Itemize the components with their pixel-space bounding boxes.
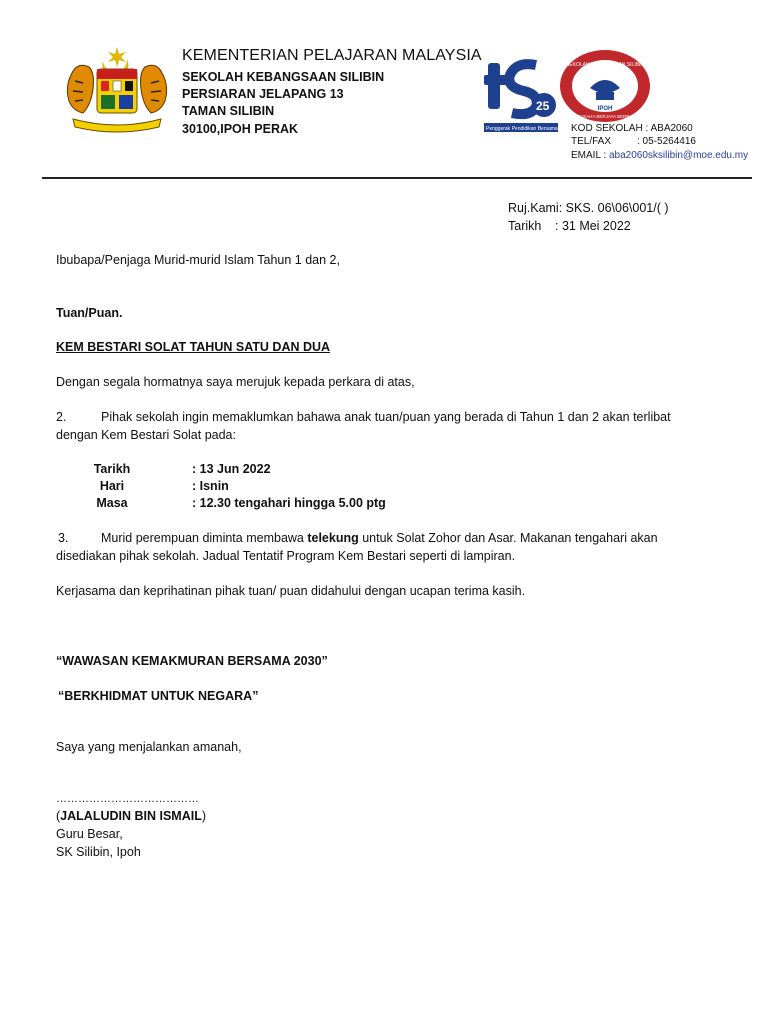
paragraph-3-continued: disediakan pihak sekolah. Jadual Tentatif Program Kem Bestari seperti di lampiran. bbox=[56, 549, 516, 563]
detail-label: Tarikh bbox=[93, 462, 131, 476]
svg-text:25: 25 bbox=[536, 99, 550, 113]
salutation: Tuan/Puan. bbox=[56, 306, 123, 320]
school-code-label: KOD SEKOLAH bbox=[571, 123, 643, 134]
paragraph-3-text-before: Murid perempuan diminta membawa bbox=[101, 531, 308, 545]
email bbox=[571, 150, 748, 161]
date-value: : 31 Mei 2022 bbox=[555, 219, 631, 233]
signer-title: Guru Besar, bbox=[56, 827, 123, 841]
malaysia-coat-of-arms-logo bbox=[63, 45, 171, 133]
seal-text-top: SEKOLAH KEBANGSAAN SILIBIN bbox=[565, 62, 645, 68]
detail-row-time bbox=[68, 496, 386, 510]
email-label: EMAIL : bbox=[571, 150, 607, 161]
detail-label: Hari bbox=[99, 479, 125, 493]
detail-label: Masa bbox=[96, 496, 128, 510]
school-seal-logo bbox=[558, 48, 652, 124]
detail-row-day bbox=[68, 479, 229, 493]
paragraph-2-number: 2. bbox=[56, 410, 67, 424]
detail-row-date bbox=[68, 462, 271, 476]
detail-value: : 12.30 tengahari hingga 5.00 ptg bbox=[192, 496, 386, 510]
address-area: TAMAN SILIBIN bbox=[182, 104, 275, 118]
email-link[interactable]: aba2060sksilibin@moe.edu.my bbox=[608, 150, 749, 161]
address-postcode-city: 30100,IPOH PERAK bbox=[182, 122, 299, 136]
tel-fax-label: TEL/FAX bbox=[571, 136, 612, 147]
signer-name: (JALALUDIN BIN ISMAIL) bbox=[56, 809, 207, 823]
signature-line: ………………………………… bbox=[56, 793, 199, 805]
detail-value: : Isnin bbox=[192, 479, 229, 493]
paragraph-2 bbox=[56, 410, 671, 424]
motto-berkhidmat: “BERKHIDMAT UNTUK NEGARA” bbox=[58, 689, 259, 703]
tel-fax bbox=[571, 136, 696, 147]
address-street: PERSIARAN JELAPANG 13 bbox=[182, 87, 344, 101]
school-code-value: : ABA2060 bbox=[645, 123, 693, 134]
recipient: Ibubapa/Penjaga Murid-murid Islam Tahun 1 dan 2, bbox=[56, 253, 340, 267]
sign-off: Saya yang menjalankan amanah, bbox=[56, 740, 242, 754]
paragraph-3-emphasis: telekung bbox=[307, 531, 359, 545]
letter-date bbox=[508, 219, 631, 233]
motto-wawasan: “WAWASAN KEMAKMURAN BERSAMA 2030” bbox=[56, 654, 328, 668]
tel-fax-value: : 05-5264416 bbox=[637, 136, 696, 147]
paragraph-2-text: Pihak sekolah ingin memaklumkan bahawa anak tuan/puan yang berada di Tahun 1 dan 2 akan terlibat bbox=[101, 410, 671, 424]
detail-value: : 13 Jun 2022 bbox=[192, 462, 271, 476]
ts25-logo bbox=[484, 57, 562, 135]
header-divider bbox=[42, 177, 752, 179]
letter-subject: KEM BESTARI SOLAT TAHUN SATU DAN DUA bbox=[56, 340, 331, 354]
paragraph-3-text-after: untuk Solat Zohor dan Asar. Makanan tengahari akan bbox=[358, 531, 658, 545]
reference-number: Ruj.Kami: SKS. 06\06\001/( ) bbox=[508, 201, 669, 215]
paragraph-3-number: 3. bbox=[58, 531, 69, 545]
opening-paragraph: Dengan segala hormatnya saya merujuk kepada perkara di atas, bbox=[56, 375, 415, 389]
signer-organisation: SK Silibin, Ipoh bbox=[56, 845, 141, 859]
seal-text-bottom: BERUSAHA BERJAYA BERBAKTI bbox=[570, 114, 640, 119]
seal-city: IPOH bbox=[597, 106, 613, 112]
school-name: SEKOLAH KEBANGSAAN SILIBIN bbox=[182, 70, 385, 84]
ts25-caption: Penggerak Pendidikan Bersama bbox=[486, 126, 558, 132]
paragraph-3 bbox=[58, 531, 658, 545]
date-label: Tarikh bbox=[508, 219, 542, 233]
signer-name-text: JALALUDIN BIN ISMAIL bbox=[60, 809, 202, 823]
closing-paragraph: Kerjasama dan keprihatinan pihak tuan/ puan didahului dengan ucapan terima kasih. bbox=[56, 584, 526, 598]
ministry-name: KEMENTERIAN PELAJARAN MALAYSIA bbox=[182, 47, 482, 64]
school-code bbox=[571, 123, 693, 134]
paragraph-2-continued: dengan Kem Bestari Solat pada: bbox=[56, 428, 236, 442]
